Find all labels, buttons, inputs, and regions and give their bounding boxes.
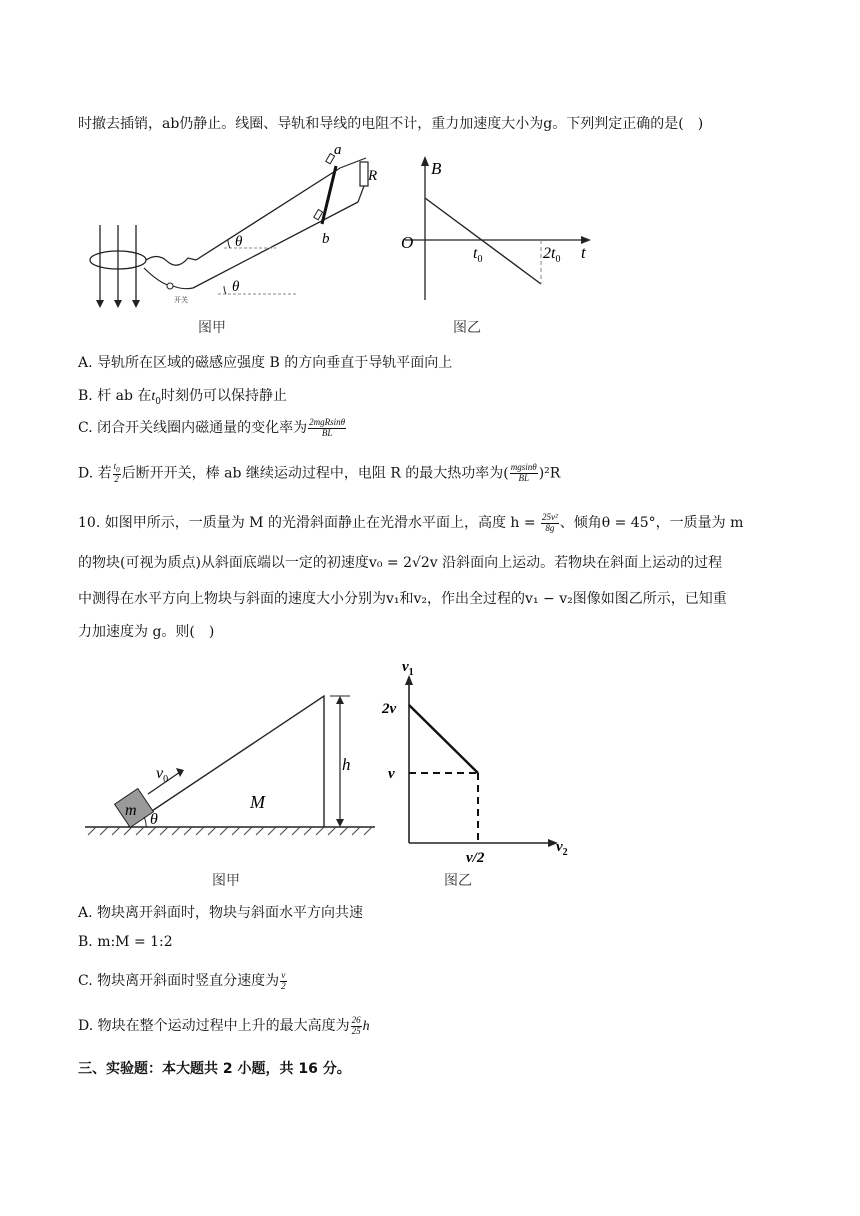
fig-yi-caption: 图乙 [453, 320, 481, 336]
two-v-label: 2v [382, 701, 397, 717]
q10-stem-line2: 的物块(可视为质点)从斜面底端以一定的初速度v₀ = 2√2v 沿斜面向上运动。若物块在斜面上运动的过程 [78, 555, 723, 571]
q10-option-b: B. m:M = 1:2 [78, 934, 173, 950]
q10-option-a: A. 物块离开斜面时，物块与斜面水平方向共速 [78, 905, 364, 921]
fig-yi-caption-q10: 图乙 [444, 873, 472, 889]
q9-option-b: B. 杆 ab 在$t_0$时刻仍可以保持静止 [78, 388, 288, 407]
v-half-label: v/2 [466, 850, 485, 866]
two-t0-label: $2t_0$ [543, 245, 561, 265]
fig-jia-caption: 图甲 [198, 320, 226, 336]
v0-label: $v_0$ [156, 765, 169, 785]
q10-stem-line1: 10. 如图甲所示，一质量为 M 的光滑斜面静止在光滑水平面上，高度 h = $\frac{\text{25v²}}{8g}$ 、倾角θ = 45°，一质量为 m [78, 512, 744, 533]
v1-axis-label: $v_1$ [402, 659, 414, 678]
q9-option-a: A. 导轨所在区域的磁感应强度 B 的方向垂直于导轨平面向上 [78, 355, 453, 371]
theta-upper: θ [235, 234, 243, 250]
label-R: R [368, 168, 378, 184]
q10-option-c: C. 物块离开斜面时竖直分速度为 $\frac{v}{2}$ [78, 970, 286, 991]
q9-option-d: D. 若 $\frac{t_0}{2}$ 后断开开关，棒 ab 继续运动过程中，电阻 R 的最大热功率为( $\frac{mgsin\theta}{BL}$ )²R [78, 461, 561, 485]
wedge-M-label: M [250, 792, 265, 812]
axis-B-label: B [431, 159, 442, 178]
block-m-label: m [125, 802, 137, 819]
label-b: b [322, 231, 330, 247]
q10-figure-jia [80, 680, 380, 895]
q9-intro-tail: 时撤去插销，ab仍静止。线圈、导轨和导线的电阻不计，重力加速度大小为g。下列判定正确的是( ) [78, 116, 704, 132]
t0-label: $t_0$ [473, 245, 483, 265]
t-axis-label: t [581, 243, 586, 262]
fig-jia-caption-q10: 图甲 [212, 873, 240, 889]
q9-figure-yi [395, 150, 605, 340]
theta-label: θ [150, 811, 158, 828]
v-label: v [388, 766, 395, 782]
q9-option-c: C. 闭合开关线圈内磁通量的变化率为 $\frac{\text{2mgRsinθ}}{BL}$ [78, 417, 346, 438]
q10-figure-yi [380, 655, 590, 895]
height-h-label: h [342, 755, 351, 774]
origin-label: O [401, 233, 414, 252]
v2-axis-label: $v_2$ [556, 839, 568, 858]
theta-lower: θ [232, 279, 240, 295]
switch-label: 开关 [174, 296, 188, 304]
q9-figure-jia [78, 140, 398, 340]
q10-option-d: D. 物块在整个运动过程中上升的最大高度为 $\frac{26}{25}$ h [78, 1015, 370, 1036]
q10-stem-line3: 中测得在水平方向上物块与斜面的速度大小分别为v₁和v₂，作出全过程的v₁ − v₂图像如图乙所示，已知重 [78, 591, 727, 607]
label-a: a [334, 142, 342, 158]
section-3-heading: 三、实验题：本大题共 2 小题，共 16 分。 [78, 1061, 351, 1077]
q10-stem-line4: 力加速度为 g。则( ) [78, 624, 215, 640]
